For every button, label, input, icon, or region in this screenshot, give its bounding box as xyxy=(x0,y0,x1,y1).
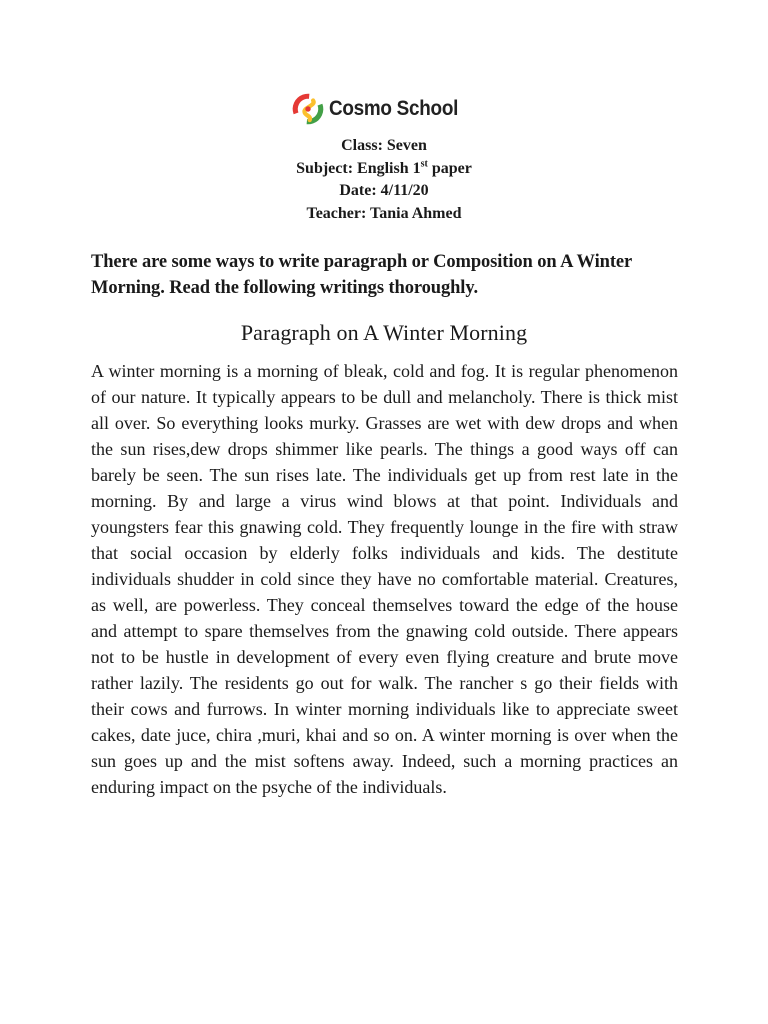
school-logo xyxy=(291,92,472,126)
class-info xyxy=(0,135,768,225)
cosmo-logo-icon xyxy=(291,92,325,126)
subject-line xyxy=(0,158,768,181)
intro-instruction: There are some ways to write paragraph or Composition on A Winter Morning. Read the following writings thoroughly. xyxy=(91,252,632,298)
paragraph-body: A winter morning is a morning of bleak, cold and fog. It is regular phenomenon of our nature. It typically appears to be dull and melancholy. There is thick mist all over. So everything looks murky. Grasses are wet with dew drops and when the sun rises,dew drops shimmer like pearls. The things a good ways off can barely be seen. The sun rises late. The individuals get up from rest late in the morning. By and large a virus wind blows at that point. Individuals and youngsters fear this gnawing cold. They frequently lounge in the fire with straw that social occasion by elderly folks individuals and kids. The destitute individuals shudder in cold since they have no comfortable material. Creatures, as well, are powerless. They conceal themselves toward the edge of the house and attempt to spare themselves from the gnawing cold outside. There appears not to be hustle in development of every even flying creature and brute move rather lazily. The residents go out for walk. The rancher s go their fields with their cows and furrows. In winter morning individuals like to appreciate sweet cakes, date juce, chira ,muri, khai and so on. A winter morning is over when the sun goes up and the mist softens away. Indeed, such a morning practices an enduring impact on the psyche of the individuals. xyxy=(91,361,678,797)
school-name: Cosmo School xyxy=(329,97,459,120)
paragraph-heading: Paragraph on A Winter Morning xyxy=(240,320,528,345)
subject-superscript: st xyxy=(420,158,428,170)
date-line: Date: 4/11/20 xyxy=(339,182,429,199)
class-line: Class: Seven xyxy=(341,137,427,154)
teacher-line: Teacher: Tania Ahmed xyxy=(306,204,462,222)
school-header xyxy=(0,92,768,126)
subject-prefix: Subject: English 1 xyxy=(296,159,421,177)
subject-suffix: paper xyxy=(427,159,472,177)
